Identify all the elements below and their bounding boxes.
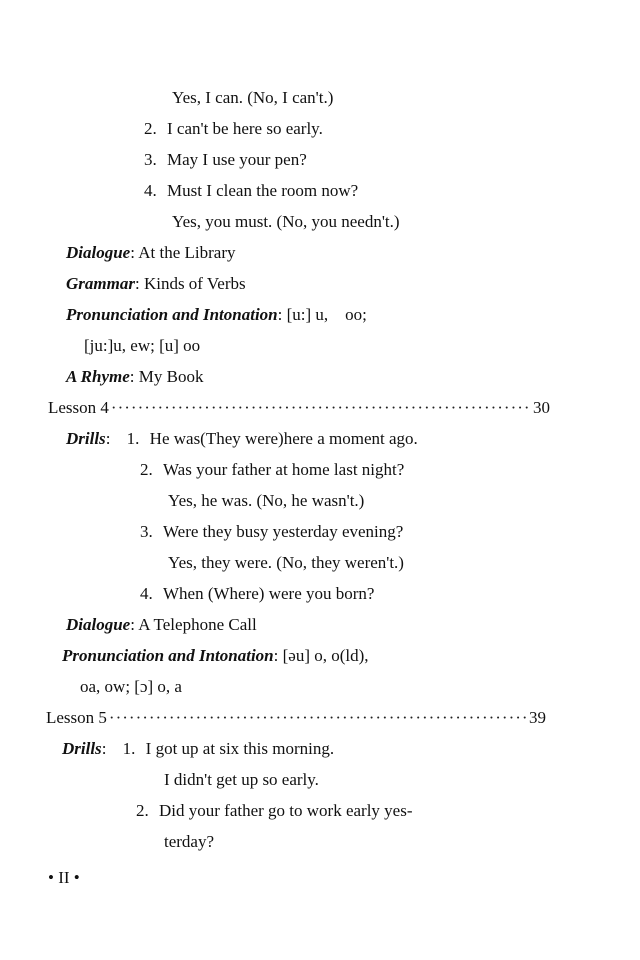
pronunciation-entry	[62, 646, 369, 666]
rhyme-entry	[66, 367, 203, 387]
drill-text: Did your father go to work early yes-	[159, 801, 413, 820]
drill-text: Were they busy yesterday evening?	[163, 522, 404, 541]
drill-number: 2.	[140, 460, 153, 479]
drill-number: 3.	[144, 150, 157, 169]
pronunciation-text: : [u:] u, oo;	[277, 305, 367, 324]
drill-number: 1.	[126, 429, 140, 448]
lesson-5-heading[interactable]	[46, 708, 546, 728]
drills-label: Drills	[62, 739, 102, 758]
dialogue-entry	[66, 243, 236, 263]
lesson-title: Lesson 5	[46, 708, 107, 727]
pronunciation-continuation: oa, ow; [ɔ] o, a	[80, 677, 182, 696]
drill-number: 2.	[136, 801, 149, 820]
drill-item-3	[144, 150, 307, 170]
drill-answer-1: Yes, I can. (No, I can't.)	[172, 88, 334, 107]
dialogue-entry	[66, 615, 257, 635]
pronunciation-continuation: [ju:]u, ew; [u] oo	[84, 336, 201, 355]
drill-item-2	[144, 119, 323, 139]
grammar-entry	[66, 274, 246, 294]
drill-item-4	[144, 181, 358, 201]
dialogue-label: Dialogue	[66, 243, 131, 262]
drill-text: I got up at six this morning.	[145, 739, 335, 758]
lesson-title: Lesson 4	[48, 398, 109, 417]
pronunciation-text: : [əu] o, o(ld),	[273, 646, 369, 665]
drill-number: 2.	[144, 119, 157, 138]
drill-text: I can't be here so early.	[167, 119, 323, 138]
grammar-label: Grammar	[66, 274, 135, 293]
page-marker: • II •	[48, 868, 80, 887]
drill-item-1	[62, 739, 334, 759]
pronunciation-label: Pronunciation and Intonation	[66, 305, 278, 324]
drill-number: 4.	[144, 181, 157, 200]
drill-item-3	[140, 522, 403, 542]
pronunciation-label: Pronunciation and Intonation	[62, 646, 274, 665]
rhyme-label: A Rhyme	[66, 367, 130, 386]
drills-separator: :	[101, 739, 107, 758]
leader-dots	[109, 708, 527, 728]
drill-answer-3: Yes, they were. (No, they weren't.)	[168, 553, 404, 572]
drill-text: Was your father at home last night?	[163, 460, 405, 479]
drills-label: Drills	[66, 429, 106, 448]
lesson-page-number: 39	[529, 708, 546, 727]
dialogue-label: Dialogue	[66, 615, 131, 634]
drill-text-continuation: terday?	[164, 832, 215, 851]
grammar-title: : Kinds of Verbs	[134, 274, 246, 293]
drill-text: He was(They were)here a moment ago.	[149, 429, 418, 448]
drill-text: When (Where) were you born?	[163, 584, 375, 603]
drill-number: 1.	[122, 739, 136, 758]
drill-item-4	[140, 584, 374, 604]
drill-answer-1: I didn't get up so early.	[164, 770, 319, 789]
dialogue-title: : A Telephone Call	[130, 615, 257, 634]
drill-number: 4.	[140, 584, 153, 603]
drill-number: 3.	[140, 522, 153, 541]
drill-item-2	[140, 460, 404, 480]
drill-text: Must I clean the room now?	[167, 181, 359, 200]
drill-text: May I use your pen?	[167, 150, 307, 169]
drill-answer-2: Yes, he was. (No, he wasn't.)	[168, 491, 365, 510]
rhyme-title: : My Book	[129, 367, 204, 386]
pronunciation-entry	[66, 305, 367, 325]
drills-separator: :	[105, 429, 111, 448]
lesson-page-number: 30	[533, 398, 550, 417]
lesson-4-heading[interactable]	[48, 398, 550, 418]
drill-item-2	[136, 801, 413, 821]
leader-dots	[111, 398, 531, 418]
drill-answer-4: Yes, you must. (No, you needn't.)	[172, 212, 400, 231]
dialogue-title: : At the Library	[130, 243, 236, 262]
drill-item-1	[66, 429, 418, 449]
